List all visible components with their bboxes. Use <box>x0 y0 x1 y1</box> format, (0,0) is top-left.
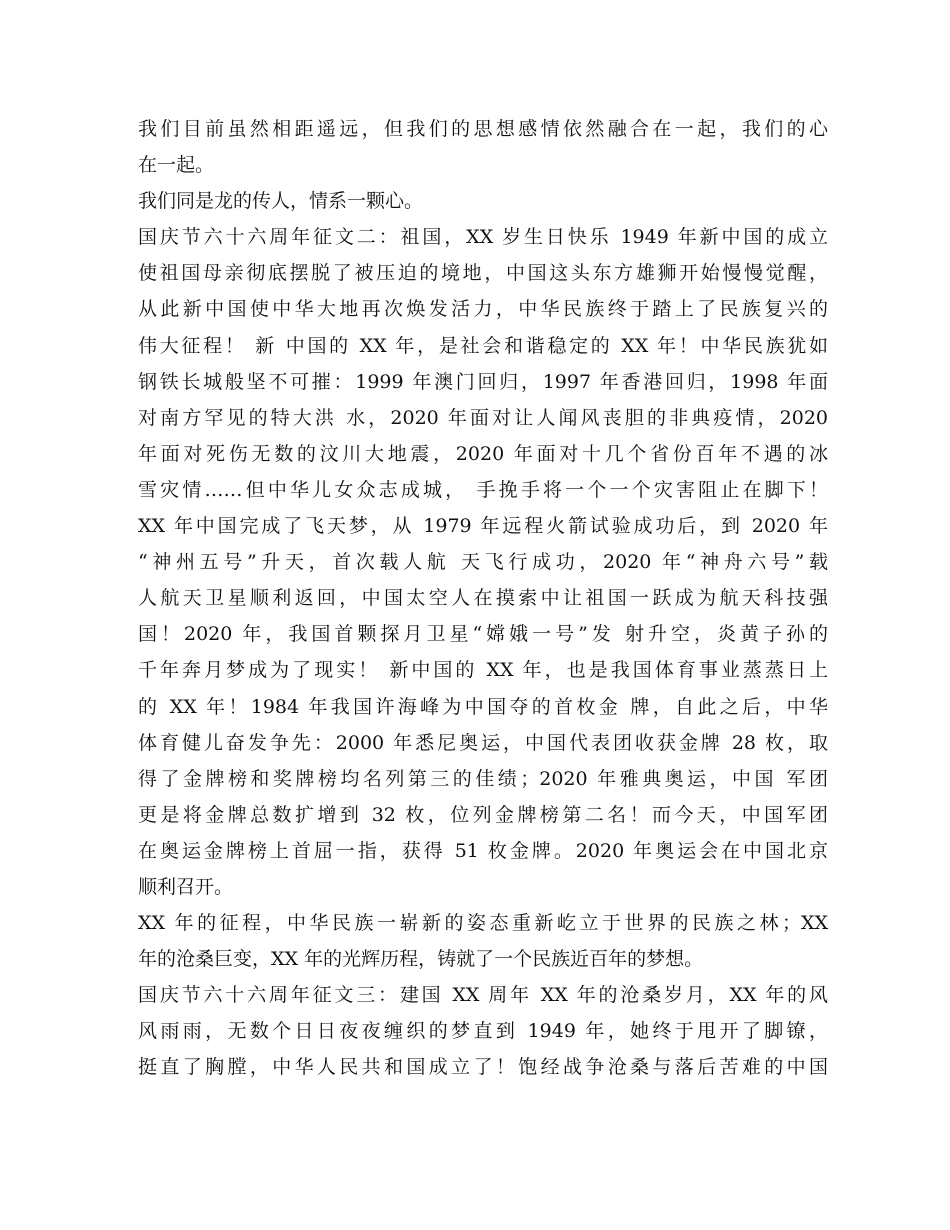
text-line: 在奥运金牌榜上首屈一指，获得 51 枚金牌。2020 年奥运会在中国北京 <box>138 839 828 862</box>
text-line: 风雨雨，无数个日日夜夜缠织的梦直到 1949 年，她终于甩开了脚镣， <box>138 1020 828 1043</box>
text-line: 体育健儿奋发争先：2000 年悉尼奥运，中国代表团收获金牌 28 枚，取 <box>138 731 828 754</box>
text-line: 国庆节六十六周年征文二：祖国，XX 岁生日快乐 1949 年新中国的成立 <box>138 226 828 249</box>
text-line: 挺直了胸膛，中华人民共和国成立了！饱经战争沧桑与落后苦难的中国 <box>138 1056 828 1079</box>
text-line: 的 XX 年！1984 年我国许海峰为中国夺的首枚金 牌，自此之后，中华 <box>138 695 828 718</box>
text-line: 在一起。 <box>138 154 215 177</box>
text-line: 更是将金牌总数扩增到 32 枚，位列金牌榜第二名！而今天，中国军团 <box>138 803 828 826</box>
text-line: 钢铁长城般坚不可摧：1999 年澳门回归，1997 年香港回归，1998 年面 <box>138 370 828 393</box>
text-line: 对南方罕见的特大洪 水，2020 年面对让人闻风丧胆的非典疫情，2020 <box>138 406 828 429</box>
text-line: 国！2020 年，我国首颗探月卫星“嫦娥一号”发 射升空，炎黄子孙的 <box>138 623 828 646</box>
text-line: 伟大征程！ 新 中国的 XX 年，是社会和谐稳定的 XX 年！中华民族犹如 <box>138 334 828 357</box>
text-line: “神州五号”升天，首次载人航 天飞行成功，2020 年“神舟六号”载 <box>138 551 828 574</box>
text-line: 雪灾情……但中华儿女众志成城， 手挽手将一个一个灾害阻止在脚下！ <box>138 478 828 501</box>
text-line: XX 年的征程，中华民族一崭新的姿态重新屹立于世界的民族之林；XX <box>138 912 828 935</box>
document-body <box>138 111 828 1086</box>
text-line: 使祖国母亲彻底摆脱了被压迫的境地，中国这头东方雄狮开始慢慢觉醒， <box>138 262 828 285</box>
text-line: 我们目前虽然相距遥远，但我们的思想感情依然融合在一起，我们的心 <box>138 118 828 140</box>
text-line: XX 年中国完成了飞天梦，从 1979 年远程火箭试验成功后，到 2020 年 <box>138 515 828 538</box>
text-line: 人航天卫星顺利返回，中国太空人在摸索中让祖国一跃成为航天科技强 <box>138 587 828 610</box>
text-line: 千年奔月梦成为了现实！ 新中国的 XX 年，也是我国体育事业蒸蒸日上 <box>138 659 828 682</box>
text-line: 顺利召开。 <box>138 875 234 898</box>
text-line: 从此新中国使中华大地再次焕发活力，中华民族终于踏上了民族复兴的 <box>138 298 828 321</box>
text-line: 国庆节六十六周年征文三：建国 XX 周年 XX 年的沧桑岁月，XX 年的风 <box>138 984 828 1007</box>
text-line: 年的沧桑巨变，XX 年的光辉历程，铸就了一个民族近百年的梦想。 <box>138 948 704 971</box>
text-line: 得了金牌榜和奖牌榜均名列第三的佳绩；2020 年雅典奥运，中国 军团 <box>138 767 828 790</box>
text-line: 年面对死伤无数的汶川大地震，2020 年面对十几个省份百年不遇的冰 <box>138 442 828 465</box>
text-line: 我们同是龙的传人，情系一颗心。 <box>138 190 424 213</box>
